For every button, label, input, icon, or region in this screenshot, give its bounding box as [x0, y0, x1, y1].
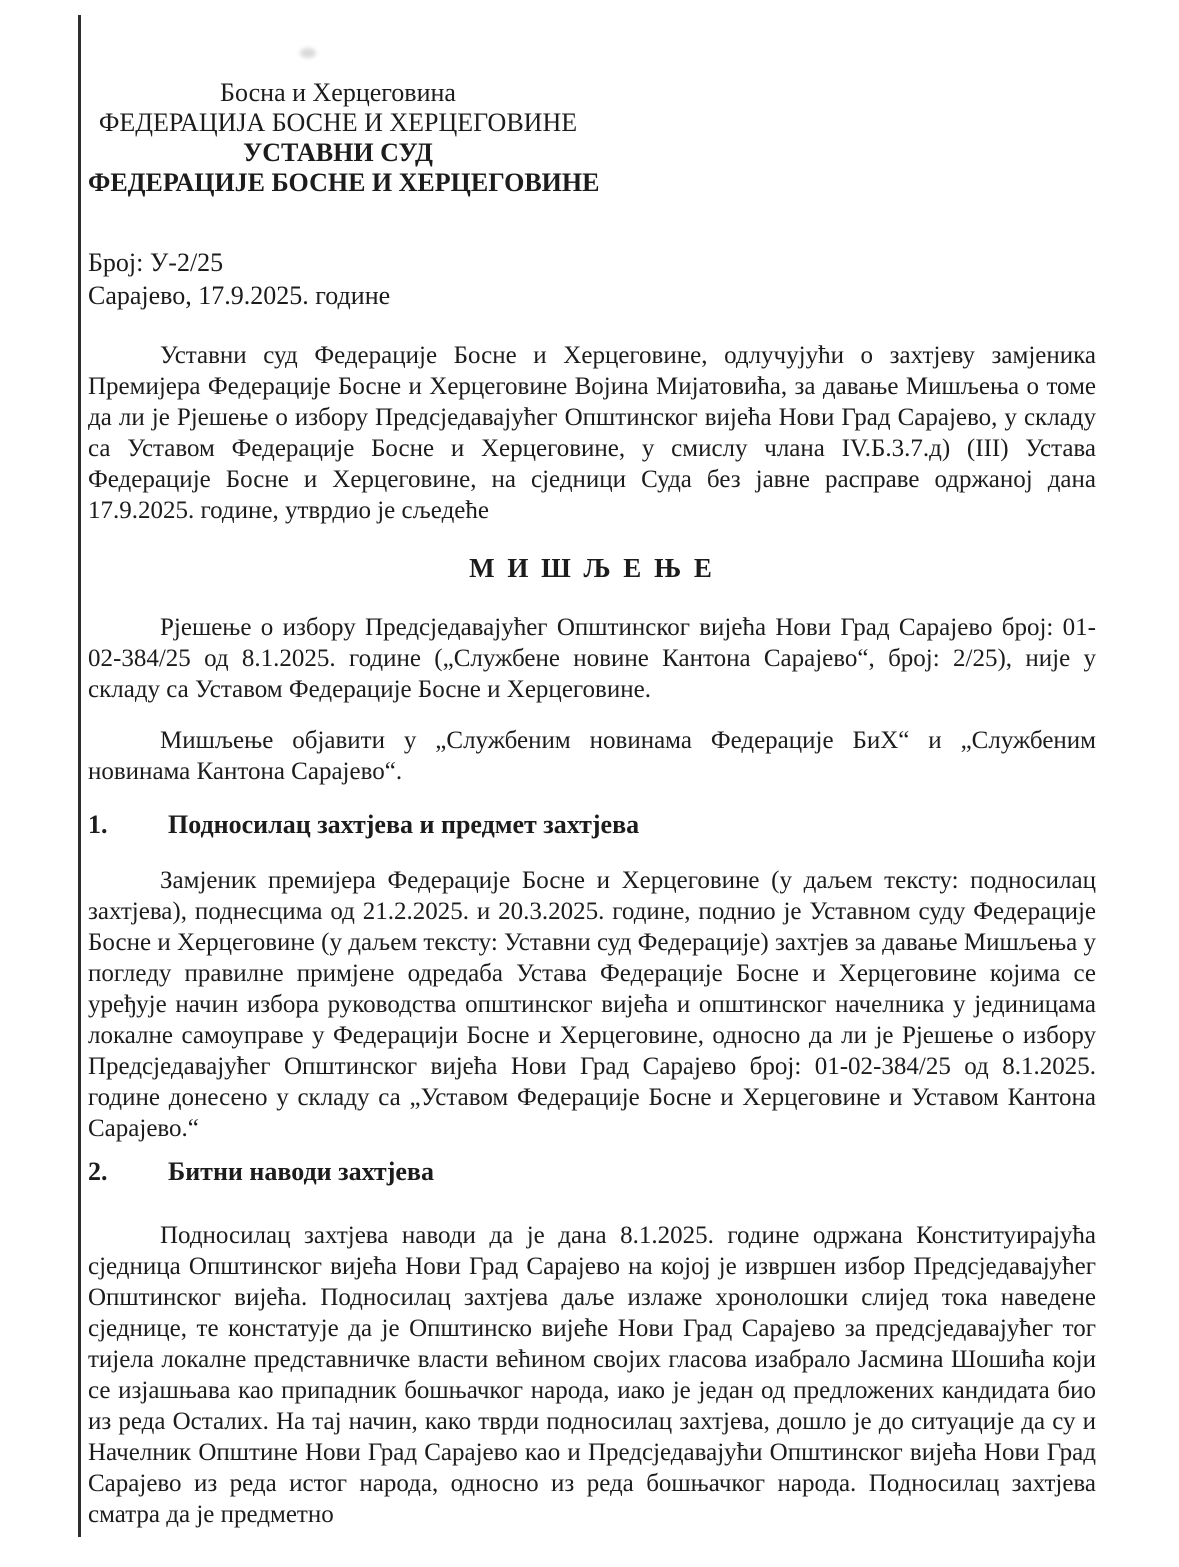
section-2-number: 2.	[88, 1157, 108, 1186]
intro-paragraph: Уставни суд Федерације Босне и Херцеговине, одлучујући о захтјеву замјеника Премијера Федерације Босне и Херцеговине Војина Мијатовића, за давање Мишљења о томе да ли је Рјешење о избору Предсједавајућег Општинског вијећа Нови Град Сарајево, у складу са Уставом Федерације Босне и Херцеговине, у смислу члана IV.Б.3.7.д) (III) Устава Федерације Босне и Херцеговине, на сједници Суда без јавне расправе одржаној дана 17.9.2025. године, утврдио је сљедеће	[88, 342, 1096, 524]
section-1-heading	[88, 809, 1096, 841]
section-1-number: 1.	[88, 810, 108, 839]
letterhead-court-of: ФЕДЕРАЦИЈЕ БОСНЕ И ХЕРЦЕГОВИНЕ	[88, 168, 600, 197]
opinion-paragraph-1: Рјешење о избору Предсједавајућег Општинског вијећа Нови Град Сарајево број: 01-02-384/25 од 8.1.2025. године („Службене новине Кантона Сарајево“, број: 2/25), није у складу са Уставом Федерације Босне и Херцеговине.	[88, 614, 1096, 703]
section-2-paragraph: Подносилац захтјева наводи да је дана 8.1.2025. године одржана Конституирајућа сједница Општинског вијећа Нови Град Сарајево на којој је извршен избор Предсједавајућег Општинског вијећа. Подносилац захтјева даље излаже хронолошки слијед тока наведене сједнице, те констатује да је Општинско вијеће Нови Град Сарајево за предсједавајућег тог тијела локалне представничке власти већином својих гласова изабрало Јасмина Шошића који се изјашњава као припадник бошњачког народа, иако је један од предложених кандидата био из реда Осталих. На тај начин, како тврди подносилац захтјева, дошло је до ситуације да су и Начелник Општине Нови Град Сарајево као и Предсједавајући Општинског вијећа Нови Град Сарајево из реда истог народа, односно из реда бошњачког народа. Подносилац захтјева сматра да је предметно	[88, 1222, 1096, 1528]
case-place-date: Сарајево, 17.9.2025. године	[88, 281, 391, 310]
opinion-paragraph-2: Мишљење објавити у „Службеним новинама Федерације БиХ“ и „Службеним новинама Кантона Сарајево“.	[88, 727, 1096, 785]
section-2-title: Битни наводи захтјева	[168, 1157, 434, 1186]
letterhead-country: Босна и Херцеговина	[220, 78, 456, 107]
letterhead-court-name: УСТАВНИ СУД	[243, 138, 433, 167]
section-1-title: Подносилац захтјева и предмет захтјева	[168, 810, 640, 839]
letterhead-federation: ФЕДЕРАЦИЈА БОСНЕ И ХЕРЦЕГОВИНЕ	[98, 108, 578, 137]
case-info	[88, 246, 1096, 312]
court-letterhead	[88, 78, 600, 198]
document-body	[88, 0, 1096, 1530]
opinion-heading: М И Ш Љ Е Њ Е	[469, 553, 715, 583]
section-2-heading	[88, 1156, 1096, 1188]
case-number: Број: У-2/25	[88, 248, 224, 277]
scan-edge-line	[78, 15, 81, 1537]
section-1-paragraph: Замјеник премијера Федерације Босне и Херцеговине (у даљем тексту: подносилац захтјева), поднесцима од 21.2.2025. и 20.3.2025. године, поднио је Уставном суду Федерације Босне и Херцеговине (у даљем тексту: Уставни суд Федерације) захтјев за давање Мишљења у погледу правилне примјене одредаба Устава Федерације Босне и Херцеговине којима се уређује начин избора руководства општинског вијећа и општинског начелника у јединицама локалне самоуправе у Федерацији Босне и Херцеговине, односно да ли је Рјешење о избору Предсједавајућег Општинског вијећа Нови Град Сарајево број: 01-02-384/25 од 8.1.2025. године донесено у складу са „Уставом Федерације Босне и Херцеговине и Уставом Кантона Сарајево.“	[88, 867, 1096, 1142]
